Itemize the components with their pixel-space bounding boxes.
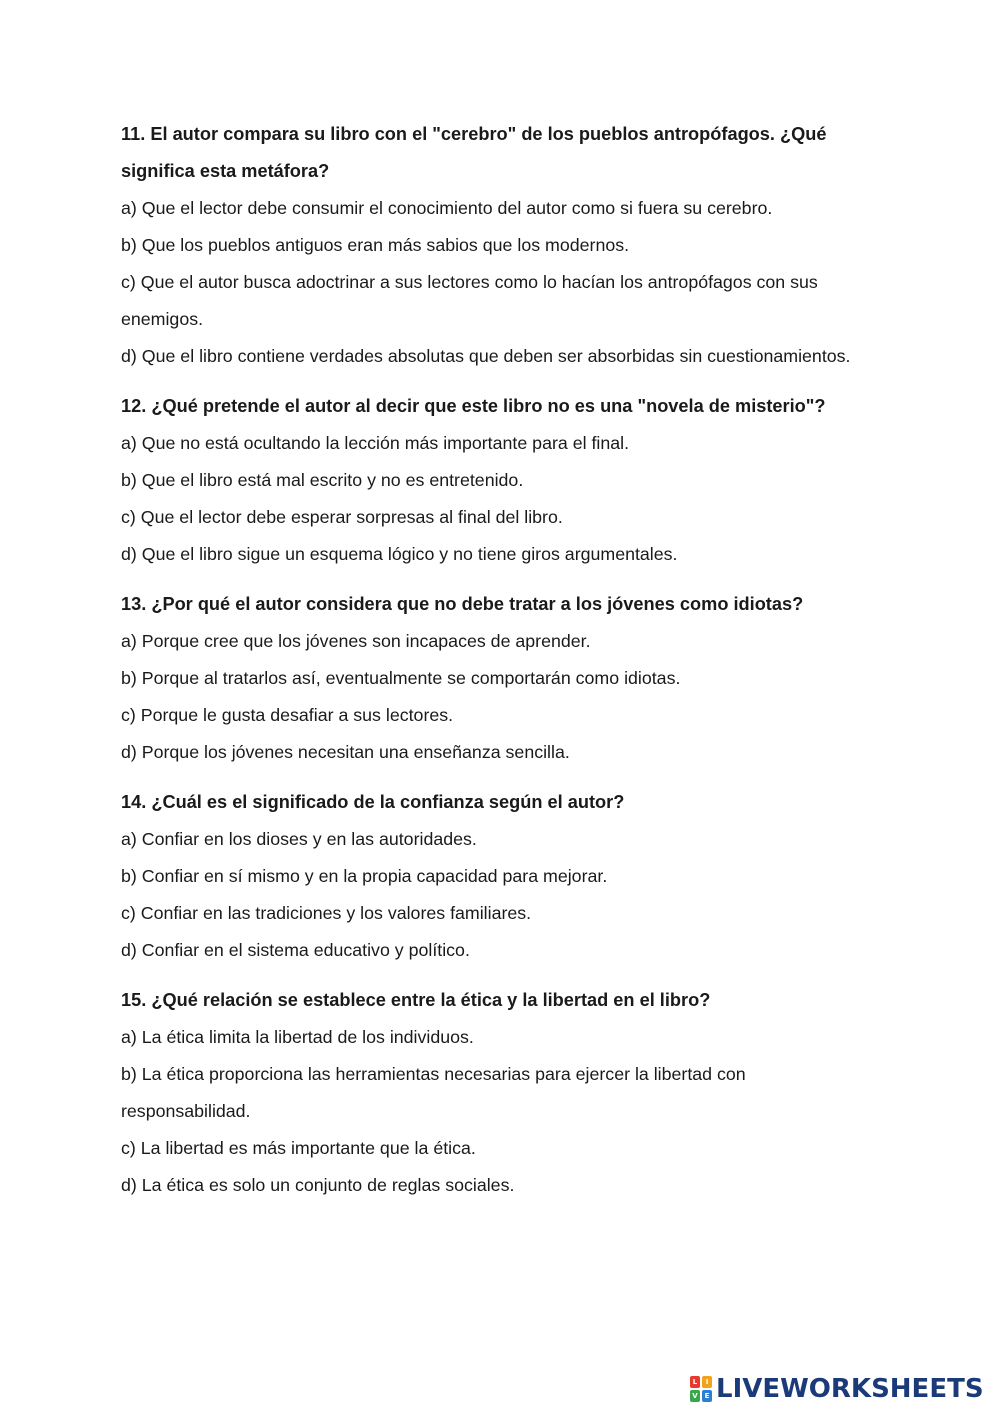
option-c: c) Que el autor busca adoctrinar a sus lectores como lo hacían los antropófagos con sus enemigos. (121, 272, 818, 329)
option-b: b) Confiar en sí mismo y en la propia capacidad para mejorar. (121, 866, 608, 886)
option-a: a) Confiar en los dioses y en las autoridades. (121, 829, 477, 849)
option-d: d) Confiar en el sistema educativo y político. (121, 940, 470, 960)
option-a: a) Que no está ocultando la lección más importante para el final. (121, 433, 630, 453)
question-15 (121, 982, 866, 1204)
option-b: b) Que el libro está mal escrito y no es entretenido. (121, 470, 524, 490)
brand-logo-icon (690, 1376, 712, 1402)
option-d: d) Que el libro contiene verdades absolutas que deben ser absorbidas sin cuestionamientos. (121, 346, 851, 366)
option-b: b) Porque al tratarlos así, eventualmente se comportarán como idiotas. (121, 668, 681, 688)
option-c: c) Confiar en las tradiciones y los valores familiares. (121, 903, 532, 923)
worksheet-content (121, 116, 866, 1217)
option-a: a) Que el lector debe consumir el conocimiento del autor como si fuera su cerebro. (121, 198, 773, 218)
logo-tile-i: I (702, 1376, 712, 1388)
option-c: c) Porque le gusta desafiar a sus lectores. (121, 705, 454, 725)
question-13 (121, 586, 866, 771)
question-title: 14. ¿Cuál es el significado de la confianza según el autor? (121, 792, 625, 812)
question-12 (121, 388, 866, 573)
question-title: 13. ¿Por qué el autor considera que no debe tratar a los jóvenes como idiotas? (121, 594, 804, 614)
question-title: 12. ¿Qué pretende el autor al decir que este libro no es una "novela de misterio"? (121, 396, 826, 416)
question-title: 11. El autor compara su libro con el "cerebro" de los pueblos antropófagos. ¿Qué significa esta metáfora? (121, 124, 827, 181)
logo-tile-v: V (690, 1390, 700, 1402)
option-c: c) La libertad es más importante que la ética. (121, 1138, 476, 1158)
logo-tile-e: E (702, 1390, 712, 1402)
question-11 (121, 116, 866, 375)
option-d: d) La ética es solo un conjunto de reglas sociales. (121, 1175, 515, 1195)
option-d: d) Que el libro sigue un esquema lógico y no tiene giros argumentales. (121, 544, 678, 564)
brand-name: LIVEWORKSHEETS (716, 1374, 984, 1404)
liveworksheets-logo (690, 1373, 984, 1405)
option-b: b) Que los pueblos antiguos eran más sabios que los modernos. (121, 235, 630, 255)
option-a: a) Porque cree que los jóvenes son incapaces de aprender. (121, 631, 591, 651)
option-c: c) Que el lector debe esperar sorpresas al final del libro. (121, 507, 563, 527)
question-title: 15. ¿Qué relación se establece entre la ética y la libertad en el libro? (121, 990, 711, 1010)
logo-tile-l: L (690, 1376, 700, 1388)
option-b: b) La ética proporciona las herramientas necesarias para ejercer la libertad con responsabilidad. (121, 1064, 746, 1121)
option-a: a) La ética limita la libertad de los individuos. (121, 1027, 474, 1047)
option-d: d) Porque los jóvenes necesitan una enseñanza sencilla. (121, 742, 570, 762)
question-14 (121, 784, 866, 969)
